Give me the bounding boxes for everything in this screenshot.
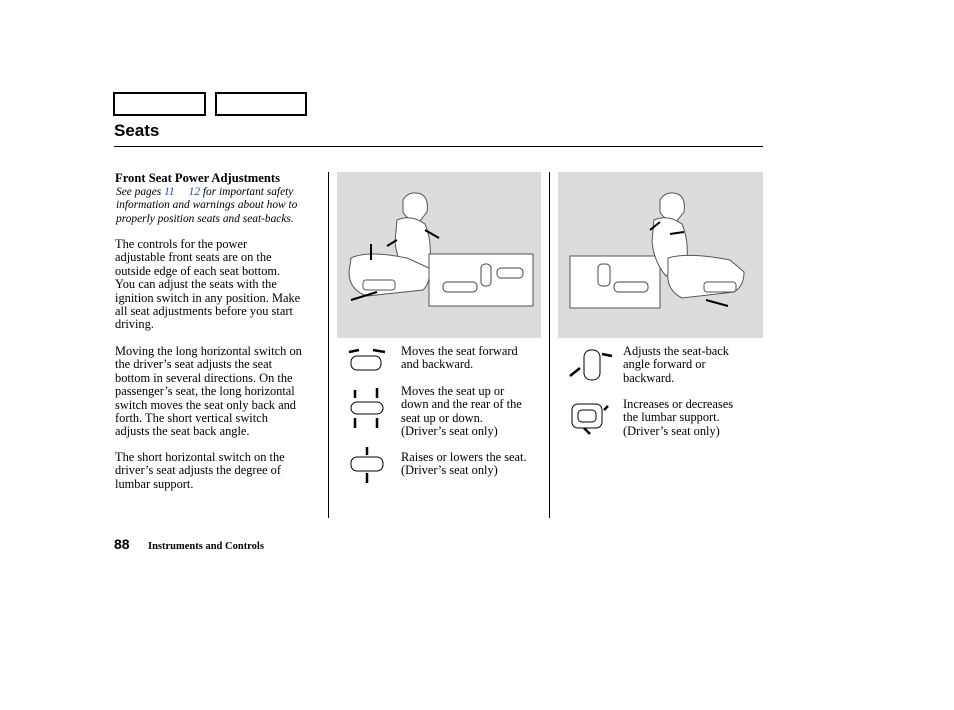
text-line: The short horizontal switch on the — [115, 450, 285, 464]
text-line: angle forward or — [623, 357, 706, 372]
text-line: outside edge of each seat bottom. — [115, 263, 281, 278]
seat-back-switch-icon — [568, 346, 614, 386]
text-line: switch moves the seat only back and — [115, 397, 296, 412]
page-number: 88 — [114, 536, 130, 552]
text-line: Adjusts the seat-back — [623, 344, 729, 358]
desc-lumbar — [623, 398, 733, 438]
desc-up-down — [401, 385, 522, 439]
text-line: the lumbar support. — [623, 410, 720, 425]
note-line-2: information and warnings about how to — [116, 199, 298, 212]
driver-seat-illustration — [337, 172, 541, 338]
page-link-11[interactable]: 11 — [164, 186, 175, 198]
title-rule — [114, 146, 763, 147]
text-line: and backward. — [401, 357, 474, 372]
passenger-seat-illustration — [558, 172, 763, 338]
section-heading: Front Seat Power Adjustments — [115, 171, 280, 185]
text-line: Moves the seat up or — [401, 384, 505, 398]
lumbar-switch-icon — [568, 398, 614, 438]
text-line: The controls for the power — [115, 237, 248, 251]
text-line: seat up or down. — [401, 410, 483, 425]
text-line: lumbar support. — [115, 476, 194, 491]
text-line: (Driver’s seat only) — [401, 463, 498, 478]
text-line: (Driver’s seat only) — [623, 423, 720, 438]
text-line: the driver’s seat adjusts the seat — [115, 357, 273, 372]
text-line: Moves the seat forward — [401, 344, 518, 358]
text-line: ignition switch in any position. Make — [115, 290, 301, 305]
text-line: (Driver’s seat only) — [401, 424, 498, 439]
text-line: You can adjust the seats with the — [115, 277, 277, 292]
paragraph-controls — [115, 238, 300, 332]
note-prefix: See pages — [116, 186, 165, 198]
page-link-12[interactable]: 12 — [188, 186, 201, 198]
text-line: passenger’s seat, the long horizontal — [115, 384, 295, 399]
section-name: Instruments and Controls — [148, 541, 264, 552]
driver-seat-icon — [337, 172, 541, 338]
seat-height-tilt-switch-icon — [347, 384, 387, 432]
nav-tab-box-2[interactable] — [215, 92, 307, 116]
paragraph-long-switch — [115, 345, 302, 439]
desc-seat-back-angle — [623, 345, 729, 385]
text-line: adjustable front seats are on the — [115, 250, 272, 265]
nav-tab-box-1[interactable] — [113, 92, 206, 116]
text-line: adjusts the seat back angle. — [115, 424, 250, 439]
text-line: down and the rear of the — [401, 397, 522, 412]
note-line-3: properly position seats and seat-backs. — [116, 212, 294, 225]
text-line: driver’s seat adjusts the degree of — [115, 463, 281, 478]
text-line: Raises or lowers the seat. — [401, 450, 527, 464]
seat-raise-switch-icon — [347, 445, 387, 485]
text-line: bottom in several directions. On the — [115, 370, 293, 385]
note-suffix: for important safety — [200, 186, 294, 198]
text-line: driving. — [115, 317, 154, 332]
desc-forward-backward — [401, 345, 518, 372]
passenger-seat-icon — [558, 172, 763, 338]
desc-raise-lower — [401, 451, 527, 478]
text-line: all seat adjustments before you start — [115, 304, 293, 319]
paragraph-lumbar — [115, 451, 285, 491]
safety-note — [116, 186, 331, 226]
text-line: backward. — [623, 370, 675, 385]
text-line: Moving the long horizontal switch on — [115, 344, 302, 358]
seat-slide-switch-icon — [347, 346, 387, 376]
text-line: Increases or decreases — [623, 397, 734, 411]
text-line: forth. The short vertical switch — [115, 411, 268, 426]
page-title: Seats — [114, 121, 160, 140]
column-divider-2 — [549, 172, 550, 518]
